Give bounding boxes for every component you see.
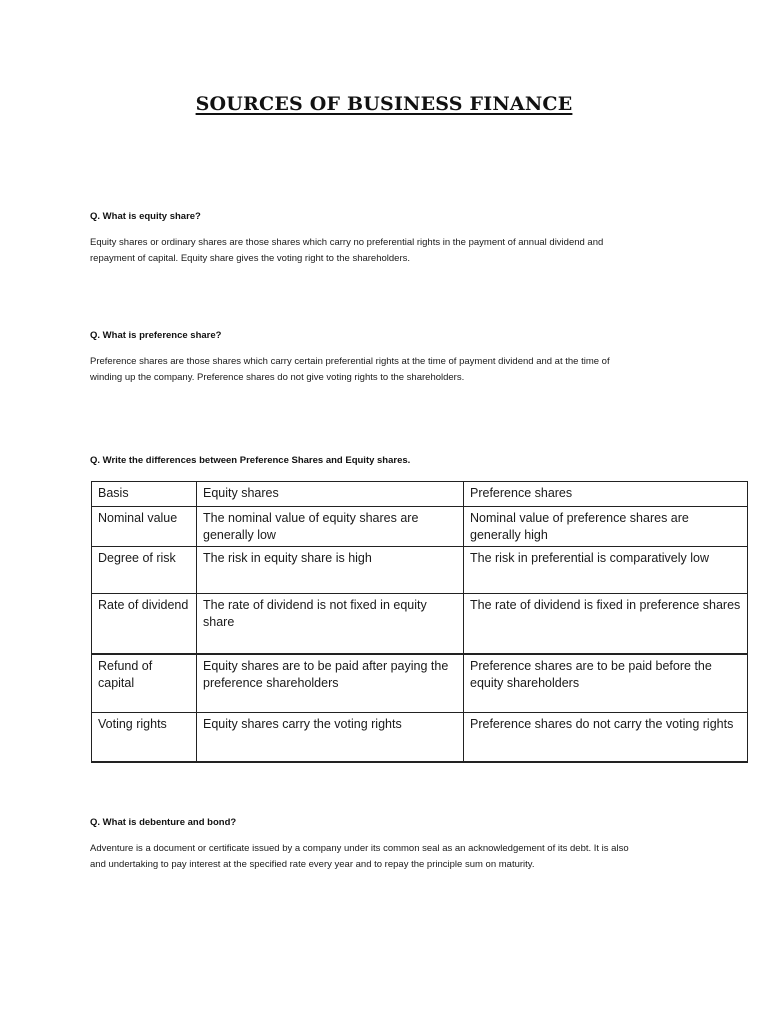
question-differences: Q. Write the differences between Preference Shares and Equity shares. xyxy=(90,455,411,466)
table-header-cell: Preference shares xyxy=(464,482,748,507)
table-row xyxy=(92,547,748,594)
table-row xyxy=(92,594,748,654)
table-cell-equity: Equity shares carry the voting rights xyxy=(197,713,464,762)
table-header-cell: Equity shares xyxy=(197,482,464,507)
table-cell-preference: Nominal value of preference shares are generally high xyxy=(464,507,748,547)
table-cell-equity: The nominal value of equity shares are generally low xyxy=(197,507,464,547)
table-cell-equity: The rate of dividend is not fixed in equity share xyxy=(197,594,464,654)
table-cell-equity: Equity shares are to be paid after paying the preference shareholders xyxy=(197,654,464,713)
answer-line: Adventure is a document or certificate issued by a company under its common seal as an acknowledgement of its debt. It is also xyxy=(90,843,629,854)
table-cell-basis: Nominal value xyxy=(92,507,197,547)
differences-table xyxy=(91,481,748,763)
page-title: SOURCES OF BUSINESS FINANCE xyxy=(195,93,573,115)
table-header-row xyxy=(92,482,748,507)
table-row xyxy=(92,507,748,547)
table-cell-basis: Voting rights xyxy=(92,713,197,762)
answer-debenture-bond xyxy=(90,841,690,873)
table-row xyxy=(92,654,748,713)
table-cell-basis: Degree of risk xyxy=(92,547,197,594)
answer-line: Equity shares or ordinary shares are those shares which carry no preferential rights in the payment of annual dividend and xyxy=(90,237,604,248)
table-cell-equity: The risk in equity share is high xyxy=(197,547,464,594)
table-cell-basis: Refund of capital xyxy=(92,654,197,713)
table-cell-preference: The risk in preferential is comparatively low xyxy=(464,547,748,594)
question-equity-share: Q. What is equity share? xyxy=(90,211,201,222)
answer-equity-share xyxy=(90,235,690,267)
table-cell-preference: The rate of dividend is fixed in preference shares xyxy=(464,594,748,654)
table-cell-preference: Preference shares are to be paid before the equity shareholders xyxy=(464,654,748,713)
table-cell-preference: Preference shares do not carry the voting rights xyxy=(464,713,748,762)
question-preference-share: Q. What is preference share? xyxy=(90,330,222,341)
answer-preference-share xyxy=(90,354,690,386)
answer-line: winding up the company. Preference shares do not give voting rights to the shareholders. xyxy=(90,372,465,383)
table-row xyxy=(92,713,748,762)
question-debenture-bond: Q. What is debenture and bond? xyxy=(90,817,237,828)
table-cell-basis: Rate of dividend xyxy=(92,594,197,654)
answer-line: and undertaking to pay interest at the specified rate every year and to repay the principle sum on maturity. xyxy=(90,859,535,870)
answer-line: repayment of capital. Equity share gives the voting right to the shareholders. xyxy=(90,253,411,264)
table-header-cell: Basis xyxy=(92,482,197,507)
answer-line: Preference shares are those shares which carry certain preferential rights at the time of payment dividend and at the time of xyxy=(90,356,610,367)
